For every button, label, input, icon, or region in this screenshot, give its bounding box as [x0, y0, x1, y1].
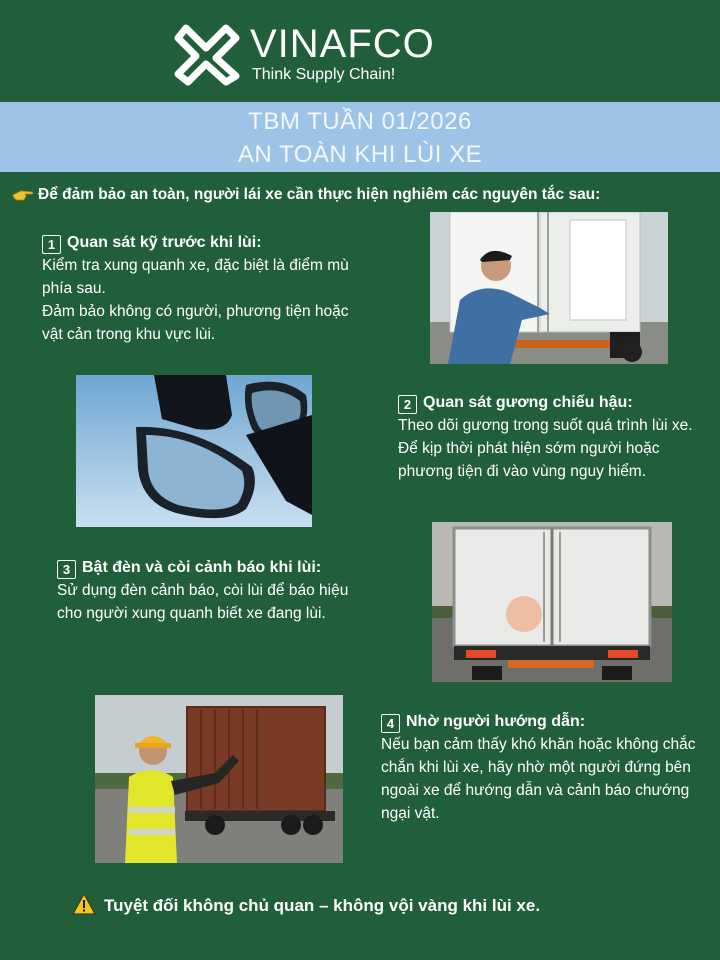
intro-text: Để đảm bảo an toàn, người lái xe cần thực hiện nghiêm các nguyên tắc sau:	[38, 186, 601, 203]
section-1-number: 1	[42, 235, 61, 254]
section-3-number: 3	[57, 560, 76, 579]
section-3-title: Bật đèn và còi cảnh báo khi lùi:	[82, 559, 322, 576]
vinafco-logo-icon	[172, 20, 242, 86]
warning-triangle-icon	[72, 893, 96, 915]
intro-statement	[12, 184, 718, 206]
section-2-heading	[398, 392, 704, 414]
section-1-line-1: Kiểm tra xung quanh xe, đặc biệt là điểm mù phía sau.	[42, 257, 349, 297]
photo-worker-guiding-truck	[95, 695, 343, 863]
section-1-heading	[42, 232, 352, 254]
warning-footer	[72, 893, 712, 919]
photo-driver-checking-truck	[430, 212, 668, 364]
photo-truck-rear-lights	[432, 522, 672, 682]
title-banner	[0, 102, 720, 172]
section-2-number: 2	[398, 395, 417, 414]
banner-title-line1: TBM TUẦN 01/2026	[248, 108, 472, 135]
section-3	[57, 557, 377, 625]
section-2-line-1: Theo dõi gương trong suốt quá trình lùi xe. Để kịp thời phát hiện sớm người hoặc phương tiện đi vào vùng nguy hiểm.	[398, 417, 693, 480]
section-1-line-2: Đảm bảo không có người, phương tiện hoặc vật cản trong khu vực lùi.	[42, 303, 349, 343]
section-3-line-1: Sử dụng đèn cảnh báo, còi lùi để báo hiệu cho người xung quanh biết xe đang lùi.	[57, 582, 349, 622]
section-1-title: Quan sát kỹ trước khi lùi:	[67, 234, 262, 251]
section-2-title: Quan sát gương chiếu hậu:	[423, 394, 633, 411]
section-3-heading	[57, 557, 377, 579]
brand-name: VINAFCO	[250, 22, 435, 66]
photo-side-mirrors	[76, 375, 312, 527]
pointing-hand-icon	[12, 186, 34, 202]
section-4-title: Nhờ người hướng dẫn:	[406, 713, 586, 730]
section-4-heading	[381, 711, 701, 733]
brand-tagline: Think Supply Chain!	[252, 66, 396, 83]
section-1	[42, 232, 352, 346]
section-4-line-1: Nếu bạn cảm thấy khó khăn hoặc không chắc chắn khi lùi xe, hãy nhờ một người đứng bên ngoài xe để hướng dẫn và cảnh báo chướng ngại vật.	[381, 736, 696, 822]
banner-title-line2: AN TOÀN KHI LÙI XE	[237, 141, 483, 168]
warning-text: Tuyệt đối không chủ quan – không vội vàng khi lùi xe.	[104, 896, 541, 915]
section-2	[398, 392, 704, 483]
section-4-number: 4	[381, 714, 400, 733]
section-4	[381, 711, 701, 825]
company-logo	[172, 18, 442, 88]
